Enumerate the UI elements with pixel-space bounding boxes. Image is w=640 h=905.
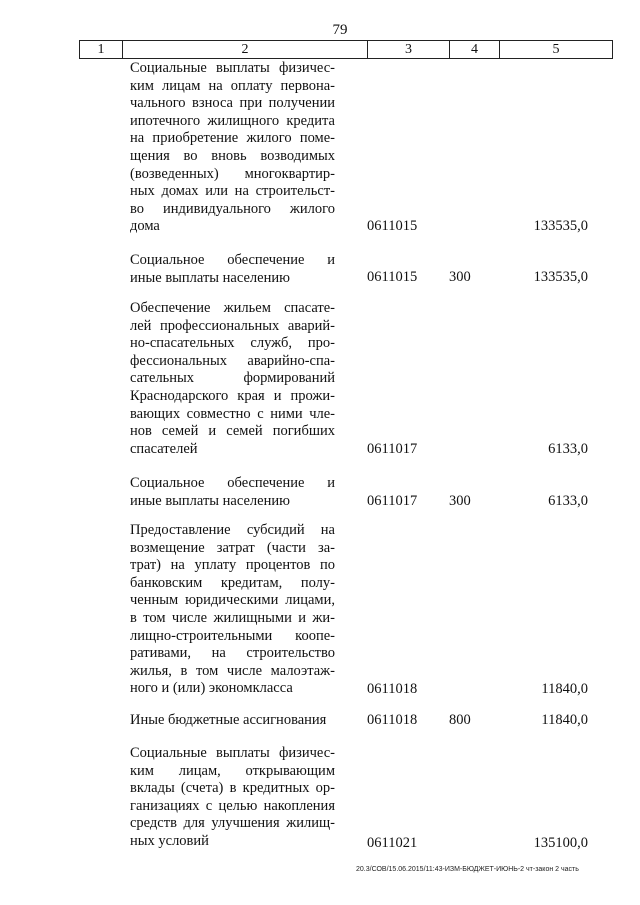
description-line: Предоставление субсидий на [130, 522, 335, 538]
description-line: ных домах или на строительст- [130, 183, 335, 200]
target-article-code: 0611017 [367, 441, 418, 457]
amount: 6133,0 [548, 493, 588, 509]
description-line: вклады (счета) в кредитных ор- [130, 780, 335, 797]
description-line: спасателей [130, 440, 198, 457]
description-line: на приобретение жилого поме- [130, 130, 335, 147]
description-line: лей профессиональных аварий- [130, 317, 335, 334]
target-article-code: 0611018 [367, 681, 418, 697]
description-line: (возведенных) многоквартир- [130, 165, 335, 182]
expense-type-code: 300 [449, 493, 471, 509]
description-line: сательных формирований [130, 370, 335, 387]
column-header-4: 4 [450, 41, 500, 59]
column-header-3: 3 [368, 41, 450, 59]
description-line: ного и (или) экономкласса [130, 680, 293, 697]
description-line: Социальные выплаты физичес- [130, 60, 335, 76]
row-description [130, 300, 335, 458]
column-header-1: 1 [80, 41, 123, 59]
description-line: нов семей и семей погибших [130, 423, 335, 440]
expense-type-code: 300 [449, 269, 471, 285]
expense-type-code: 800 [449, 712, 471, 728]
description-line: Социальное обеспечение и [130, 252, 335, 268]
description-line: но-спасательных служб, про- [130, 335, 335, 352]
description-line: фессиональных аварийно-спа- [130, 352, 335, 369]
row-description [130, 712, 345, 730]
description-line: средств для улучшения жилищ- [130, 815, 335, 832]
target-article-code: 0611015 [367, 269, 418, 285]
description-line: щения во вновь возводимых [130, 147, 335, 164]
column-header-2: 2 [123, 41, 368, 59]
description-line: возмещение затрат (части за- [130, 539, 335, 556]
description-line: Иные бюджетные ассигнования [130, 712, 327, 728]
row-description [130, 522, 335, 698]
target-article-code: 0611017 [367, 493, 418, 509]
description-line: в том числе жилищными и жи- [130, 609, 335, 626]
document-footer: 20.3/СОВ/15.06.2015/11:43-ИЗМ-БЮДЖЕТ-ИЮНЬ-2 чт-закон 2 часть [356, 866, 579, 873]
description-line: банковским кредитам, полу- [130, 574, 335, 591]
description-line: Социальные выплаты физичес- [130, 745, 335, 761]
amount: 133535,0 [533, 218, 588, 234]
description-line: ипотечного жилищного кредита [130, 112, 335, 129]
description-line: ким лицам на оплату первона- [130, 77, 335, 94]
description-line: ким лицам, открывающим [130, 762, 335, 779]
amount: 135100,0 [533, 835, 588, 851]
target-article-code: 0611015 [367, 218, 418, 234]
description-line: ных условий [130, 832, 209, 849]
row-description [130, 475, 335, 510]
page-number: 79 [332, 22, 348, 38]
description-line: Краснодарского края и прожи- [130, 387, 335, 404]
amount: 11840,0 [541, 681, 588, 697]
description-line: Социальное обеспечение и [130, 475, 335, 491]
description-line: ганизациях с целью накопления [130, 797, 335, 814]
description-line: жилья, в том числе малоэтаж- [130, 662, 335, 679]
description-line: дома [130, 218, 160, 235]
amount: 133535,0 [533, 269, 588, 285]
column-header-table [79, 40, 613, 59]
description-line: вающих совместно с ними чле- [130, 405, 335, 422]
description-line: ченным юридическими лицами, [130, 592, 335, 609]
description-line: иные выплаты населению [130, 492, 290, 509]
amount: 11840,0 [541, 712, 588, 728]
row-description [130, 252, 335, 287]
description-line: Обеспечение жильем спасате- [130, 300, 335, 316]
description-line: лищно-строительными коопе- [130, 627, 335, 644]
description-line: иные выплаты населению [130, 269, 290, 286]
description-line: трат) на уплату процентов по [130, 557, 335, 574]
column-header-row [80, 41, 613, 59]
description-line: чального взноса при получении [130, 95, 335, 112]
description-line: во индивидуального жилого [130, 200, 335, 217]
target-article-code: 0611018 [367, 712, 418, 728]
description-line: ративами, на строительство [130, 645, 335, 662]
row-description [130, 745, 335, 851]
row-description [130, 60, 335, 236]
amount: 6133,0 [548, 441, 588, 457]
column-header-5: 5 [500, 41, 613, 59]
target-article-code: 0611021 [367, 835, 418, 851]
